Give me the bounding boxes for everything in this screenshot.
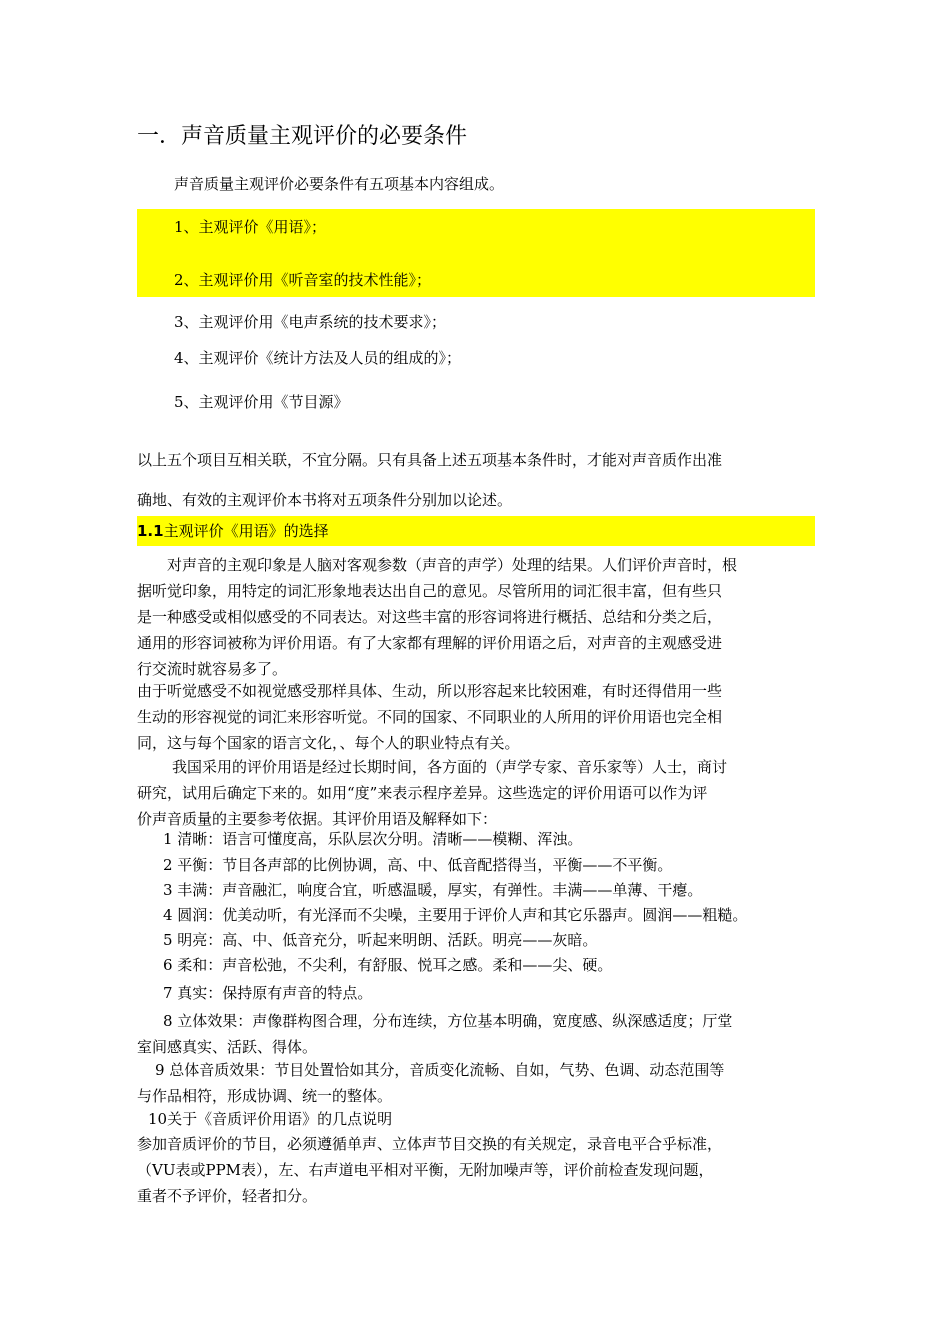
paragraph-line: （VU表或PPM表），左、右声道电平相对平衡，无附加噪声等，评价前检查发现问题， — [137, 1161, 714, 1179]
term-line: 室间感真实、活跃、得体。 — [137, 1038, 318, 1056]
term-8 — [137, 1008, 827, 1060]
subsection-number: 1.1 — [137, 522, 164, 540]
condition-item: 4、主观评价《统计方法及人员的组成的》； — [174, 349, 462, 367]
paragraph-3 — [137, 754, 827, 832]
paragraph-line: 是一种感受或相似感受的不同表达。对这些丰富的形容词将进行概括、总结和分类之后， — [137, 608, 723, 626]
paragraph-line: 据听觉印象，用特定的词汇形象地表达出自己的意见。尽管所用的词汇很丰富，但有些只 — [137, 582, 723, 600]
subsection-title: 主观评价《用语》的选择 — [163, 522, 329, 540]
summary-line: 确地、有效的主观评价本书将对五项条件分别加以论述。 — [137, 491, 513, 509]
closing-paragraph — [137, 1131, 827, 1209]
section-heading: 一．声音质量主观评价的必要条件 — [137, 124, 468, 149]
term-item: 3 丰满：声音融汇，响度合宜，听感温暖，厚实，有弹性。丰满——单薄、干瘪。 — [163, 881, 703, 899]
intro-text: 声音质量主观评价必要条件有五项基本内容组成。 — [174, 175, 505, 193]
term-item: 7 真实：保持原有声音的特点。 — [163, 984, 373, 1002]
paragraph-line: 同，这与每个国家的语言文化，、每个人的职业特点有关。 — [137, 734, 520, 752]
paragraph-line: 参加音质评价的节目，必须遵循单声、立体声节目交换的有关规定，录音电平合乎标准， — [137, 1135, 723, 1153]
condition-item: 5、主观评价用《节目源》 — [174, 393, 349, 411]
paragraph-1 — [137, 552, 827, 682]
term-item: 4 圆润：优美动听，有光泽而不尖噪，主要用于评价人声和其它乐器声。圆润——粗糙。 — [163, 906, 748, 924]
term-line: 8 立体效果：声像群构图合理，分布连续，方位基本明确，宽度感、纵深感适度；厅堂 — [163, 1012, 733, 1030]
paragraph-line: 我国采用的评价用语是经过长期时间，各方面的（声学专家、音乐家等）人士，商讨 — [172, 758, 728, 776]
paragraph-line: 对声音的主观印象是人脑对客观参数（声音的声学）处理的结果。人们评价声音时，根 — [167, 556, 738, 574]
paragraph-line: 通用的形容词被称为评价用语。有了大家都有理解的评价用语之后，对声音的主观感受进 — [137, 634, 723, 652]
term-10: 10关于《音质评价用语》的几点说明 — [148, 1110, 393, 1128]
paragraph-line: 行交流时就容易多了。 — [137, 660, 288, 678]
condition-item: 1、主观评价《用语》； — [174, 218, 327, 236]
term-item: 6 柔和：声音松弛，不尖利，有舒服、悦耳之感。柔和——尖、硬。 — [163, 956, 613, 974]
summary-paragraph — [137, 440, 827, 520]
condition-item: 3、主观评价用《电声系统的技术要求》； — [174, 313, 447, 331]
paragraph-line: 重者不予评价，轻者扣分。 — [137, 1187, 318, 1205]
term-9 — [137, 1057, 827, 1109]
condition-item: 2、主观评价用《听音室的技术性能》； — [174, 271, 432, 289]
paragraph-line: 研究，试用后确定下来的。如用“度”来表示程序差异。这些选定的评价用语可以作为评 — [137, 784, 708, 802]
term-item: 5 明亮：高、中、低音充分，听起来明朗、活跃。明亮——灰暗。 — [163, 931, 598, 949]
paragraph-line: 价声音质量的主要参考依据。其评价用语及解释如下： — [137, 810, 498, 828]
term-line: 9 总体音质效果：节目处置恰如其分，音质变化流畅、自如，气势、色调、动态范围等 — [155, 1061, 725, 1079]
term-line: 与作品相符，形成协调、统一的整体。 — [137, 1087, 393, 1105]
summary-line: 以上五个项目互相关联，不宜分隔。只有具备上述五项基本条件时，才能对声音质作出准 — [137, 451, 723, 469]
term-item: 2 平衡：节目各声部的比例协调，高、中、低音配搭得当，平衡——不平衡。 — [163, 856, 673, 874]
paragraph-line: 由于听觉感受不如视觉感受那样具体、生动，所以形容起来比较困难，有时还得借用一些 — [137, 682, 723, 700]
paragraph-line: 生动的形容视觉的词汇来形容听觉。不同的国家、不同职业的人所用的评价用语也完全相 — [137, 708, 723, 726]
paragraph-2 — [137, 678, 827, 756]
term-item: 1 清晰：语言可懂度高，乐队层次分明。清晰——模糊、浑浊。 — [163, 830, 583, 848]
subsection-heading — [137, 518, 329, 544]
